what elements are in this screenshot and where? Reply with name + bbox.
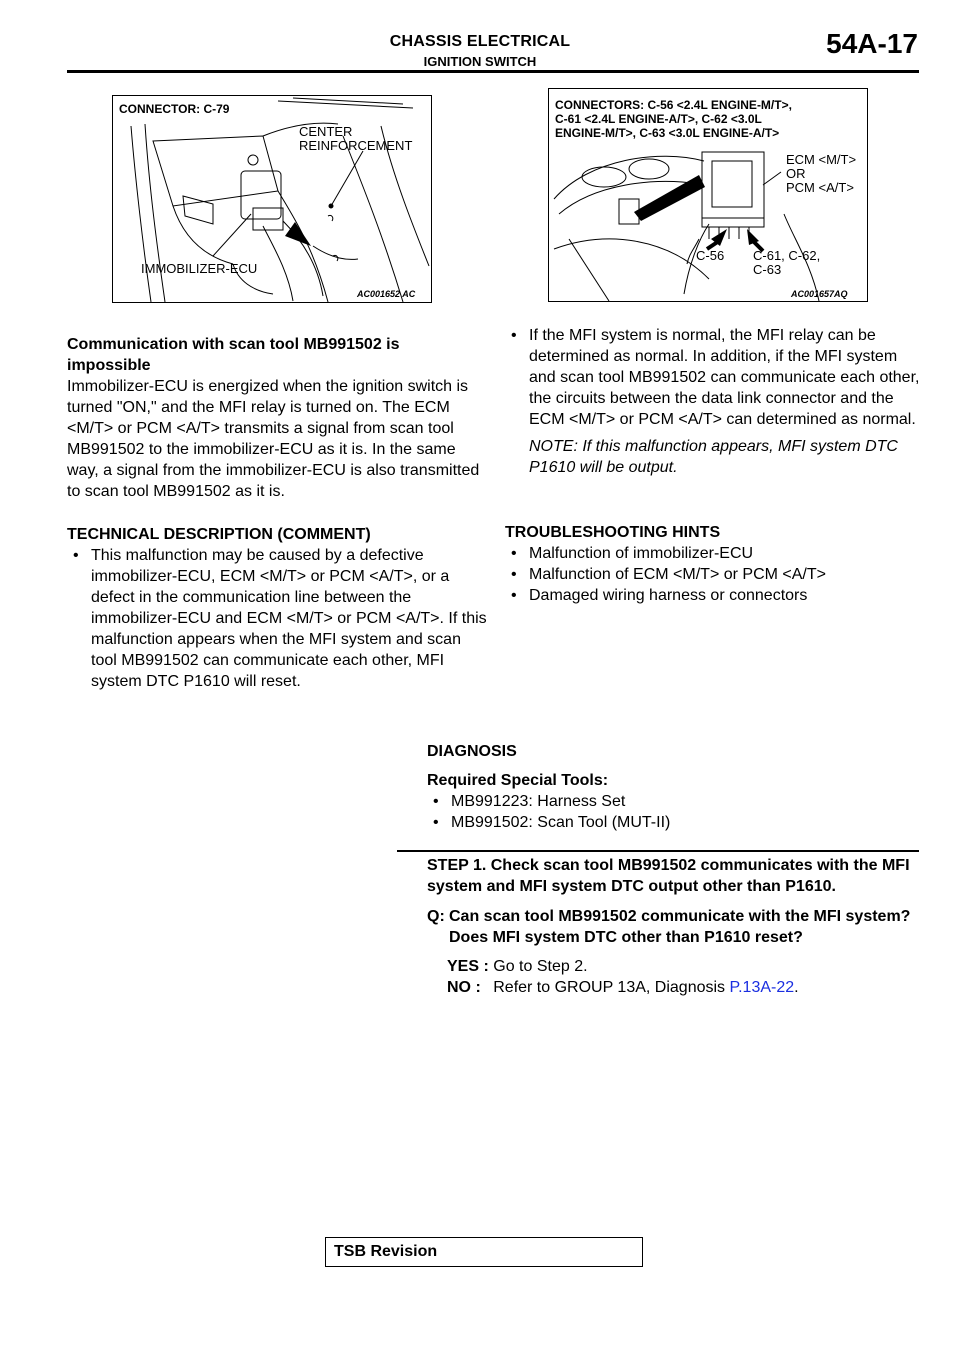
label-c56: C-56: [696, 248, 725, 263]
tools-heading: Required Special Tools:: [427, 772, 609, 789]
question: [427, 906, 922, 948]
answer-yes: [427, 956, 922, 977]
yes-label: YES :: [447, 958, 489, 975]
connectors-line-1: CONNECTORS: C-56 <2.4L ENGINE-M/T>,: [555, 98, 792, 112]
troubleshooting-hints: [505, 522, 923, 606]
technical-description-list: [67, 545, 487, 692]
label-ecm: ECM <M/T>: [786, 152, 857, 167]
connectors-line-2: C-61 <2.4L ENGINE-A/T>, C-62 <3.0L: [555, 112, 762, 126]
header-subtitle: IGNITION SWITCH: [423, 54, 537, 69]
list-item: • MB991223: Harness Set: [427, 791, 922, 812]
step-rule: [397, 850, 919, 852]
normal-condition-list: [505, 325, 923, 430]
tsb-revision-label: TSB Revision: [334, 1243, 438, 1260]
list-item: • Damaged wiring harness or connectors: [505, 585, 923, 606]
question-label: Q:: [427, 908, 445, 925]
no-text-end: .: [794, 979, 799, 996]
figure-immobilizer-ecu: [112, 95, 432, 303]
label-c61: C-61, C-62,: [753, 248, 821, 263]
technical-description-heading: TECHNICAL DESCRIPTION (COMMENT): [67, 526, 371, 543]
yes-text: Go to Step 2.: [493, 958, 588, 975]
no-text: Refer to GROUP 13A, Diagnosis: [493, 979, 730, 996]
answer-no: [427, 977, 922, 998]
list-item: • Malfunction of ECM <M/T> or PCM <A/T>: [505, 564, 923, 585]
list-item: • This malfunction may be caused by a defective immobilizer-ECU, ECM <M/T> or PCM <A/T>, or a defect in the communication line between the immobilizer-ECU and ECM <M/T> or PCM <A/T>. If this malfunction appears when the MFI system and scan tool MB991502 can communicate each other, MFI system DTC P1610 will reset.: [67, 545, 487, 692]
right-column: [505, 325, 923, 478]
connectors-line-3: ENGINE-M/T>, C-63 <3.0L ENGINE-A/T>: [555, 126, 780, 140]
diagnosis-link[interactable]: P.13A-22: [729, 979, 795, 996]
label-c63: C-63: [753, 262, 782, 277]
left-column: [67, 334, 487, 692]
question-text: Can scan tool MB991502 communicate with the MFI system? Does MFI system DTC other than P1610 reset?: [449, 908, 911, 946]
figure-ecm-pcm: [548, 88, 868, 302]
list-item: • If the MFI system is normal, the MFI relay can be determined as normal. In addition, if the MFI system and scan tool MB991502 can communicate each other, the circuits between the data link connector and the ECM <M/T> or PCM <A/T> can determined as normal.: [505, 325, 923, 430]
figure-code: AC001652 AC: [357, 289, 416, 299]
hints-list: [505, 543, 923, 606]
label-or: OR: [786, 166, 806, 181]
diagnosis-section: [427, 741, 922, 833]
step-1: [427, 855, 922, 998]
label-reinforcement: REINFORCEMENT: [299, 138, 413, 153]
note: NOTE: If this malfunction appears, MFI system DTC P1610 will be output.: [529, 438, 898, 476]
diagnosis-heading: DIAGNOSIS: [427, 743, 517, 760]
label-center: CENTER: [299, 124, 353, 139]
figure-code: AC001657AQ: [791, 289, 848, 299]
header-rule: [67, 70, 919, 73]
header-title: CHASSIS ELECTRICAL: [389, 33, 571, 50]
list-item: • MB991502: Scan Tool (MUT-II): [427, 812, 922, 833]
tools-list: [427, 791, 922, 833]
section-heading: Communication with scan tool MB991502 is impossible: [67, 336, 400, 374]
description-paragraph: Immobilizer-ECU is energized when the ignition switch is turned "ON," and the MFI relay is turned on. The ECM <M/T> or PCM <A/T> transmits a signal from scan tool MB991502 to the immobilizer-ECU as it is. In the same way, a signal from the immobilizer-ECU is also transmitted to scan tool MB991502 as it is.: [67, 378, 480, 500]
connector-label: CONNECTOR: C-79: [119, 102, 230, 116]
page-number: 54A-17: [826, 28, 918, 59]
hints-heading: TROUBLESHOOTING HINTS: [505, 524, 721, 541]
tsb-revision-box: [325, 1237, 643, 1267]
step-title: STEP 1. Check scan tool MB991502 communicates with the MFI system and MFI system DTC output other than P1610.: [427, 857, 910, 895]
label-pcm: PCM <A/T>: [786, 180, 854, 195]
list-item: • Malfunction of immobilizer-ECU: [505, 543, 923, 564]
label-immobilizer-ecu: IMMOBILIZER-ECU: [141, 261, 258, 276]
no-label: NO :: [447, 979, 481, 996]
